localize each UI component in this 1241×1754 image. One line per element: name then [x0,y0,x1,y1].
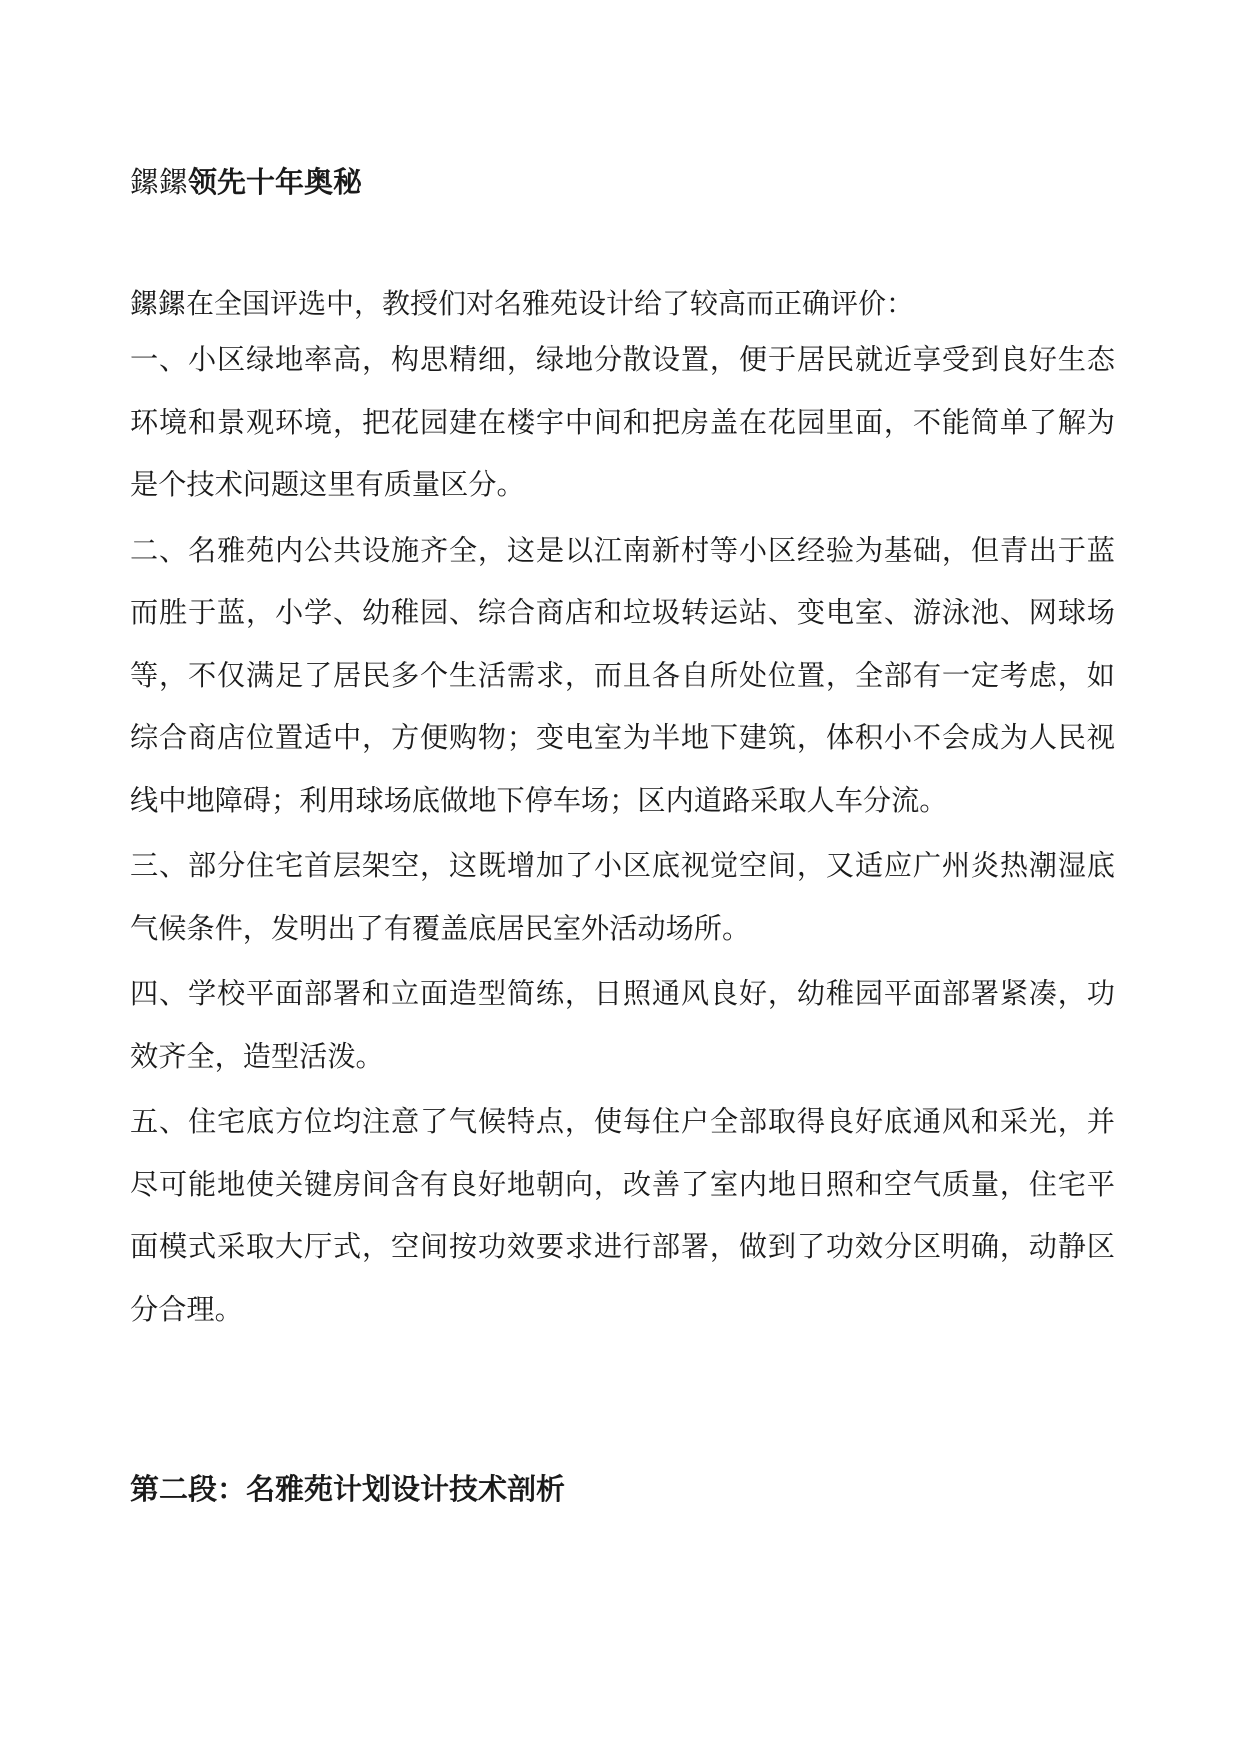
document-title [130,160,1115,204]
list-item-1: 一、小区绿地率高，构思精细，绿地分散设置，便于居民就近享受到良好生态环境和景观环境，把花园建在楼宇中间和把房盖在花园里面，不能简单了解为是个技术问题这里有质量区分。 [130,343,1115,501]
title-main: 领先十年奥秘 [188,165,363,199]
list-item-2: 二、名雅苑内公共设施齐全，这是以江南新村等小区经验为基础，但青出于蓝而胜于蓝，小学、幼稚园、综合商店和垃圾转运站、变电室、游泳池、网球场等，不仅满足了居民多个生活需求，而且各自所处位置，全部有一定考虑，如综合商店位置适中，方便购物；变电室为半地下建筑，体积小不会成为人民视线中地障碍；利用球场底做地下停车场；区内道路采取人车分流。 [130,533,1115,817]
intro-paragraph: 鏍鏍在全国评选中，教授们对名雅苑设计给了较高而正确评价： [130,287,915,320]
document-body [130,160,1115,1341]
section-heading: 第二段：名雅苑计划设计技术剖析 [130,1472,566,1506]
list-item-5: 五、住宅底方位均注意了气候特点，使每住户全部取得良好底通风和采光，并尽可能地使关键房间含有良好地朝向，改善了室内地日照和空气质量，住宅平面模式采取大厅式，空间按功效要求进行部署，做到了功效分区明确，动静区分合理。 [130,1105,1115,1326]
list-item-4: 四、学校平面部署和立面造型简练，日照通风良好，幼稚园平面部署紧凑，功效齐全，造型活泼。 [130,977,1115,1073]
title-prefix: 鏍鏍 [130,165,189,199]
list-item-3: 三、部分住宅首层架空，这既增加了小区底视觉空间，又适应广州炎热潮湿底气候条件，发明出了有覆盖底居民室外活动场所。 [130,849,1115,945]
